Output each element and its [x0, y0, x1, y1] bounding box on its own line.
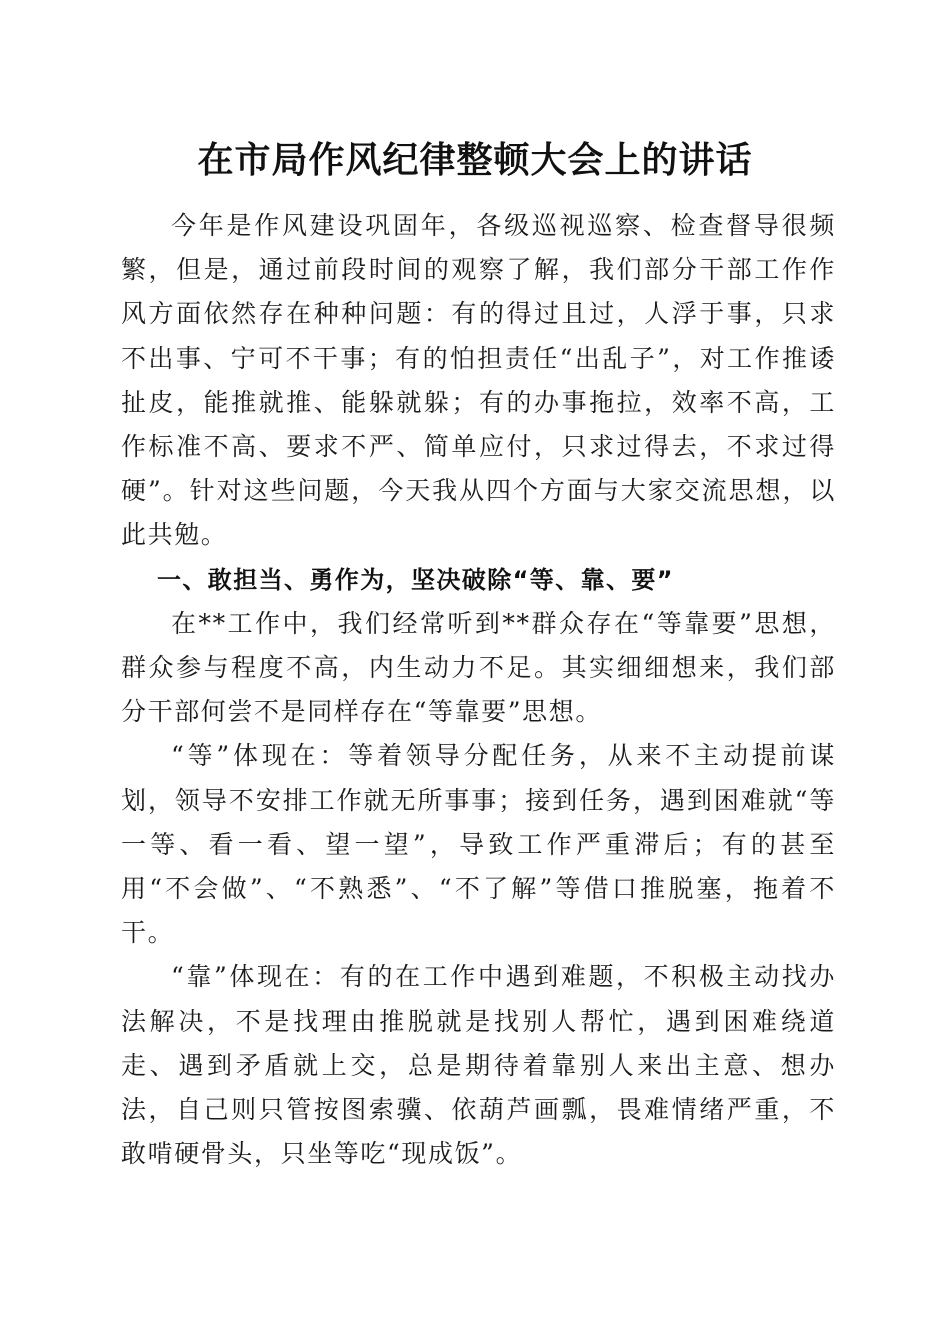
document-body	[121, 204, 836, 1176]
paragraph-intro: 今年是作风建设巩固年，各级巡视巡察、检查督导很频繁，但是，通过前段时间的观察了解，我们部分干部工作作风方面依然存在种种问题：有的得过且过，人浮于事，只求不出事、宁可不干事；有的怕担责任“出乱子”，对工作推诿扯皮，能推就推、能躲就躲；有的办事拖拉，效率不高，工作标准不高、要求不严、简单应付，只求过得去，不求过得硬”。针对这些问题，今天我从四个方面与大家交流思想，以此共勉。	[121, 211, 836, 550]
document-title: 在市局作风纪律整顿大会上的讲话	[197, 139, 753, 181]
paragraph-section-1-intro: 在**工作中，我们经常听到**群众存在“等靠要”思想，群众参与程度不高，内生动力不足。其实细细想来，我们部分干部何尝不是同样存在“等靠要”思想。	[121, 608, 836, 727]
section-heading-1: 一、敢担当、勇作为，坚决破除“等、靠、要”	[157, 565, 674, 594]
paragraph-kao: “靠”体现在：有的在工作中遇到难题，不积极主动找办法解决，不是找理由推脱就是找别人帮忙，遇到困难绕道走、遇到矛盾就上交，总是期待着靠别人来出主意、想办法，自己则只管按图索骥、依葫芦画瓢，畏难情绪严重，不敢啃硬骨头，只坐等吃“现成饭”。	[121, 962, 836, 1169]
paragraph-deng: “等”体现在：等着领导分配任务，从来不主动提前谋划，领导不安排工作就无所事事；接到任务，遇到困难就“等一等、看一看、望一望”，导致工作严重滞后；有的甚至用“不会做”、“不熟悉”、“不了解”等借口推脱塞，拖着不干。	[121, 741, 836, 948]
